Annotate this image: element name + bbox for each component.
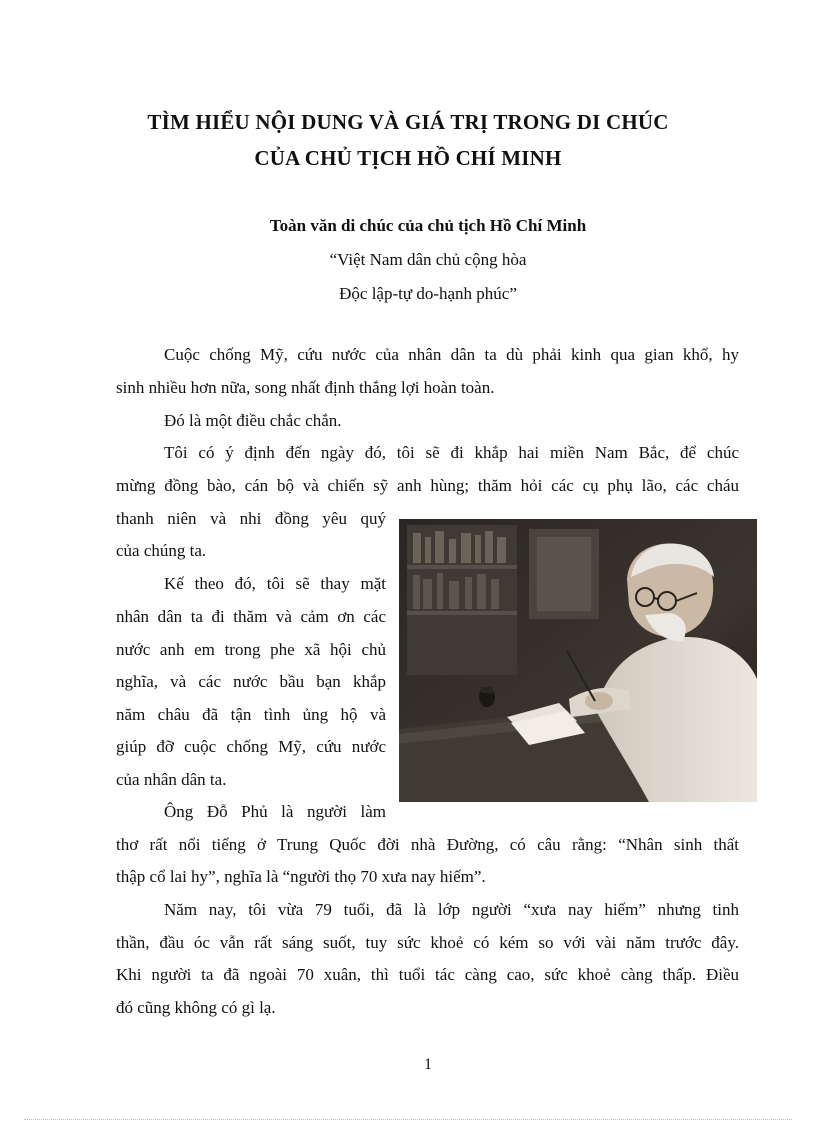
body-line: Đó là một điều chắc chắn.	[164, 411, 342, 430]
body-line: năm châu đã tận tình ủng hộ và	[116, 705, 386, 724]
body-line: nghĩa, và các nước bầu bạn khắp	[116, 672, 386, 691]
body-line: giúp đỡ cuộc chống Mỹ, cứu nước	[116, 737, 386, 756]
body-line: Ông Đỗ Phủ là người làm	[164, 802, 386, 821]
body-line: thần, đầu óc vẫn rất sáng suốt, tuy sức khoẻ có kém so với vài năm trước đây.	[116, 933, 739, 952]
body-line: Năm nay, tôi vừa 79 tuổi, đã là lớp người “xưa nay hiếm” nhưng tinh	[164, 900, 739, 919]
body-line: Tôi có ý định đến ngày đó, tôi sẽ đi khắp hai miền Nam Bắc, để chúc	[164, 443, 739, 462]
subtitle-quote-line-1: “Việt Nam dân chủ cộng hòa	[329, 250, 527, 269]
body-line: thơ rất nổi tiếng ở Trung Quốc đời nhà Đường, có câu rằng: “Nhân sinh thất	[116, 835, 739, 854]
body-line: thanh niên và nhi đồng yêu quý	[116, 509, 386, 528]
body-line: sinh nhiều hơn nữa, song nhất định thắng lợi hoàn toàn.	[116, 378, 495, 397]
body-line: Khi người ta đã ngoài 70 xuân, thì tuổi tác càng cao, sức khoẻ càng thấp. Điều	[116, 965, 739, 984]
page-bottom-rule	[24, 1119, 792, 1120]
subtitle-heading: Toàn văn di chúc của chủ tịch Hồ Chí Minh	[269, 216, 587, 235]
document-title-line-2: CỦA CHỦ TỊCH HỒ CHÍ MINH	[254, 146, 562, 170]
subtitle-quote-line-2: Độc lập-tự do-hạnh phúc”	[339, 284, 517, 303]
body-line: Kế theo đó, tôi sẽ thay mặt	[164, 574, 386, 593]
page-number: 1	[424, 1056, 432, 1073]
writing-at-desk-photo	[399, 519, 757, 802]
body-line: nước anh em trong phe xã hội chủ	[116, 640, 386, 659]
body-line: đó cũng không có gì lạ.	[116, 998, 276, 1017]
body-line: nhân dân ta đi thăm và cảm ơn các	[116, 607, 386, 626]
body-line: của nhân dân ta.	[116, 770, 227, 789]
document-title-line-1: TÌM HIỂU NỘI DUNG VÀ GIÁ TRỊ TRONG DI CHÚC	[147, 110, 669, 134]
body-line: của chúng ta.	[116, 541, 207, 560]
body-line: mừng đồng bào, cán bộ và chiến sỹ anh hùng; thăm hỏi các cụ phụ lão, các cháu	[116, 476, 739, 495]
body-line: thập cổ lai hy”, nghĩa là “người thọ 70 xưa nay hiếm”.	[116, 867, 486, 886]
body-line: Cuộc chống Mỹ, cứu nước của nhân dân ta dù phải kinh qua gian khổ, hy	[164, 345, 739, 364]
